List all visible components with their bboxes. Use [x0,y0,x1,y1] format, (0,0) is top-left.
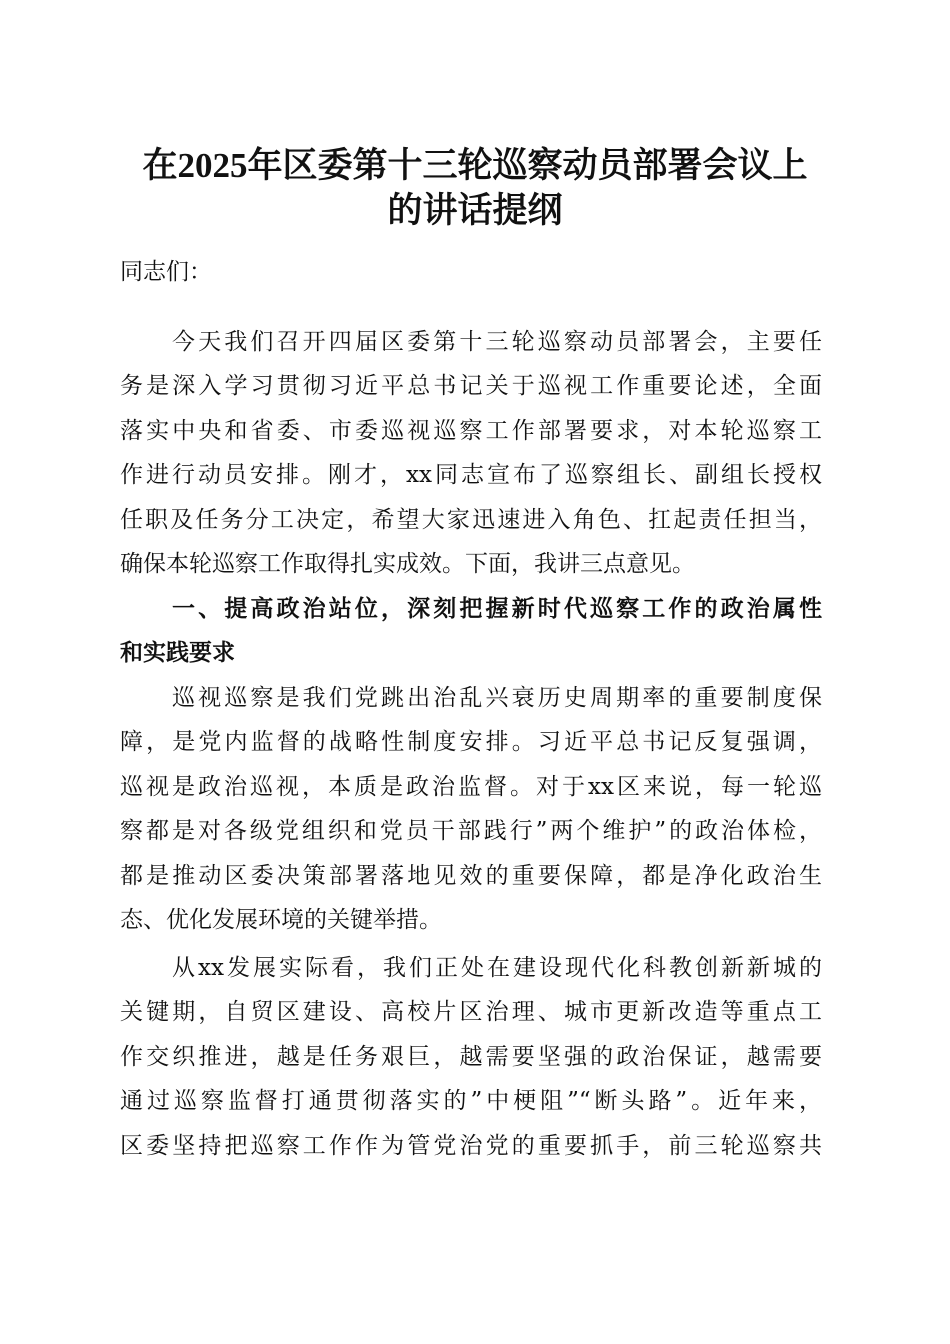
paragraph-line: 确保本轮巡察工作取得扎实成效。下面，我讲三点意见。 [120,551,695,577]
paragraph-line: 今天我们召开四届区委第十三轮巡察动员部署会，主要任 [172,329,822,355]
section-heading-1-cont: 和实践要求 [120,639,235,666]
paragraph-line: 都是推动区委决策部署落地见效的重要保障，都是净化政治生 [120,863,822,889]
paragraph-line: 关键期，自贸区建设、高校片区治理、城市更新改造等重点工 [120,999,822,1025]
paragraph-line: 巡视巡察是我们党跳出治乱兴衰历史周期率的重要制度保 [172,685,822,711]
paragraph-line: 通过巡察监督打通贯彻落实的”中梗阻”“断头路”。近年来， [120,1088,822,1114]
paragraph-line: 察都是对各级党组织和党员干部践行”两个维护”的政治体检， [120,818,822,844]
paragraph-line: 作进行动员安排。刚才，xx同志宣布了巡察组长、副组长授权 [120,462,822,488]
document-title-line-2: 的讲话提纲 [387,191,563,230]
salutation: 同志们： [120,259,212,285]
paragraph-line: 区委坚持把巡察工作作为管党治党的重要抓手，前三轮巡察共 [120,1133,822,1159]
paragraph-line: 务是深入学习贯彻习近平总书记关于巡视工作重要论述，全面 [120,373,822,399]
paragraph-line: 巡视是政治巡视，本质是政治监督。对于xx区来说，每一轮巡 [120,774,822,800]
paragraph-line: 从xx发展实际看，我们正处在建设现代化科教创新新城的 [172,955,822,981]
paragraph-line: 落实中央和省委、市委巡视巡察工作部署要求，对本轮巡察工 [120,418,822,444]
document-title-line-1: 在2025年区委第十三轮巡察动员部署会议上 [142,146,808,185]
paragraph-line: 态、优化发展环境的关键举措。 [120,907,442,933]
paragraph-line: 任职及任务分工决定，希望大家迅速进入角色、扛起责任担当， [120,507,822,533]
paragraph-line: 作交织推进，越是任务艰巨，越需要坚强的政治保证，越需要 [120,1044,822,1070]
paragraph-line: 障，是党内监督的战略性制度安排。习近平总书记反复强调， [120,729,822,755]
section-heading-1: 一、提高政治站位，深刻把握新时代巡察工作的政治属性 [172,595,822,622]
